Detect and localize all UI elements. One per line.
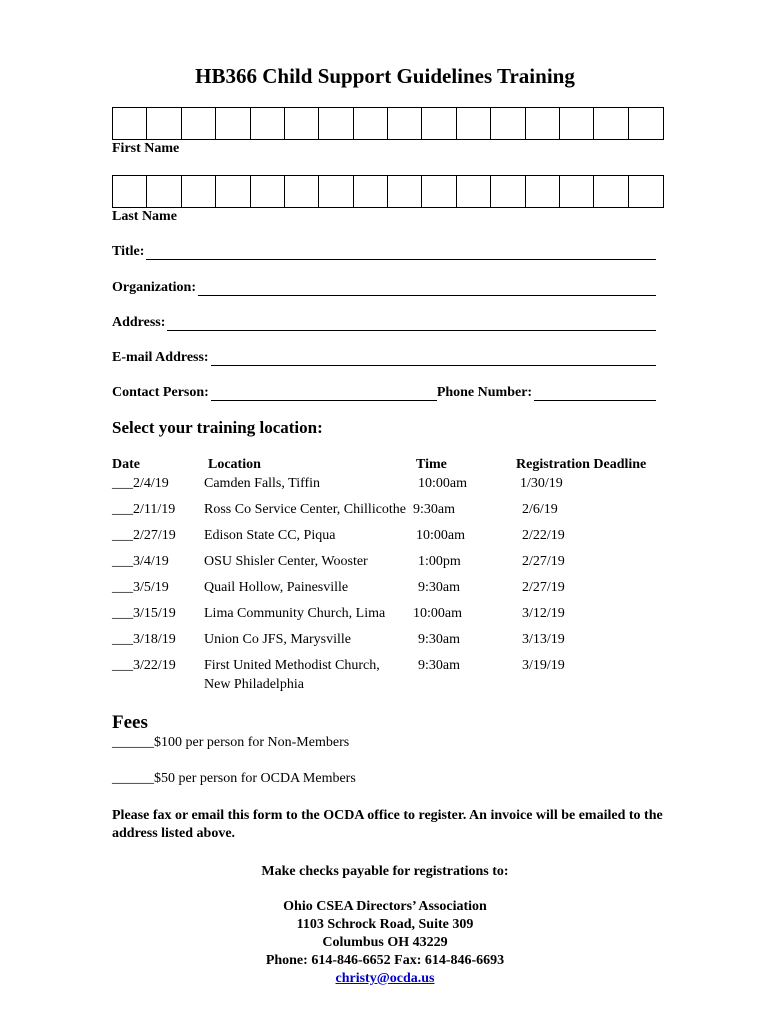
last-name-box[interactable] — [113, 176, 147, 207]
first-name-box[interactable] — [147, 108, 181, 139]
last-name-box[interactable] — [216, 176, 250, 207]
location-name: Camden Falls, Tiffin — [204, 476, 321, 491]
last-name-box[interactable] — [319, 176, 353, 207]
location-date[interactable]: ___3/5/19 — [112, 580, 169, 595]
phone-number-line[interactable] — [534, 386, 656, 401]
last-name-box[interactable] — [526, 176, 560, 207]
first-name-box[interactable] — [491, 108, 525, 139]
org-city: Columbus OH 43229 — [322, 935, 448, 950]
first-name-box[interactable] — [319, 108, 353, 139]
last-name-box[interactable] — [560, 176, 594, 207]
location-row[interactable] — [112, 580, 672, 600]
first-name-box[interactable] — [182, 108, 216, 139]
location-deadline: 2/22/19 — [522, 528, 565, 543]
location-row[interactable] — [112, 606, 672, 626]
address-field-line[interactable] — [167, 316, 656, 331]
location-time: 10:00am — [418, 476, 467, 491]
location-heading: Select your training location: — [112, 418, 323, 437]
last-name-box[interactable] — [629, 176, 663, 207]
first-name-box[interactable] — [216, 108, 250, 139]
email-field-line[interactable] — [211, 351, 656, 366]
first-name-box[interactable] — [594, 108, 628, 139]
last-name-box[interactable] — [594, 176, 628, 207]
contact-person-line[interactable] — [211, 386, 437, 401]
location-deadline: 3/13/19 — [522, 632, 565, 647]
location-row[interactable] — [112, 632, 672, 652]
last-name-box[interactable] — [422, 176, 456, 207]
title-field-line[interactable] — [146, 245, 656, 260]
header-time: Time — [416, 457, 447, 472]
address-field-label: Address: — [112, 315, 166, 330]
location-row[interactable] — [112, 528, 672, 548]
org-name: Ohio CSEA Directors’ Association — [283, 899, 487, 914]
first-name-box[interactable] — [457, 108, 491, 139]
organization-field-line[interactable] — [198, 281, 656, 296]
location-row[interactable] — [112, 554, 672, 574]
location-date[interactable]: ___2/11/19 — [112, 502, 176, 517]
location-deadline: 2/27/19 — [522, 580, 565, 595]
header-location: Location — [208, 457, 261, 472]
org-email-wrap — [0, 970, 770, 988]
location-name: Edison State CC, Piqua — [204, 528, 336, 543]
header-date: Date — [112, 457, 140, 472]
location-row[interactable] — [112, 476, 672, 496]
last-name-box[interactable] — [285, 176, 319, 207]
location-date[interactable]: ___3/18/19 — [112, 632, 176, 647]
location-time: 9:30am — [418, 632, 460, 647]
location-time: 9:30am — [413, 502, 455, 517]
submission-note: Please fax or email this form to the OCDA office to register. An invoice will be emailed to the address listed above. — [112, 808, 663, 841]
last-name-box[interactable] — [457, 176, 491, 207]
email-field-label: E-mail Address: — [112, 350, 209, 365]
first-name-label: First Name — [112, 141, 180, 156]
phone-number-label: Phone Number: — [436, 385, 533, 400]
title-field-label: Title: — [112, 244, 145, 259]
page-title: HB366 Child Support Guidelines Training — [195, 64, 575, 88]
location-name: Quail Hollow, Painesville — [204, 580, 349, 595]
organization-field[interactable] — [112, 276, 656, 296]
last-name-box[interactable] — [251, 176, 285, 207]
location-time: 10:00am — [413, 606, 462, 621]
location-table-header — [112, 457, 672, 477]
first-name-box[interactable] — [560, 108, 594, 139]
location-date[interactable]: ___3/4/19 — [112, 554, 169, 569]
location-name: Lima Community Church, Lima — [204, 606, 386, 621]
location-name: Ross Co Service Center, Chillicothe — [204, 502, 407, 517]
location-row[interactable] — [112, 502, 672, 522]
location-time: 10:00am — [416, 528, 465, 543]
first-name-box[interactable] — [422, 108, 456, 139]
fee-non-members[interactable]: ______$100 per person for Non-Members — [112, 735, 350, 750]
location-date[interactable]: ___3/22/19 — [112, 658, 176, 673]
location-row[interactable] — [112, 658, 672, 698]
first-name-box[interactable] — [629, 108, 663, 139]
location-deadline: 3/19/19 — [522, 658, 565, 673]
contact-person-label: Contact Person: — [112, 385, 209, 400]
first-name-box[interactable] — [113, 108, 147, 139]
org-email-link[interactable]: christy@ocda.us — [335, 971, 435, 986]
location-name: OSU Shisler Center, Wooster — [204, 554, 368, 569]
org-street: 1103 Schrock Road, Suite 309 — [296, 917, 474, 932]
last-name-box[interactable] — [182, 176, 216, 207]
location-date[interactable]: ___2/4/19 — [112, 476, 169, 491]
location-time: 1:00pm — [418, 554, 461, 569]
contact-phone-field[interactable] — [112, 381, 656, 401]
organization-field-label: Organization: — [112, 280, 196, 295]
address-field[interactable] — [112, 311, 656, 331]
location-deadline: 2/27/19 — [522, 554, 565, 569]
location-name: First United Methodist Church, — [204, 658, 380, 673]
email-field[interactable] — [112, 346, 656, 366]
header-deadline: Registration Deadline — [516, 457, 647, 472]
fee-members[interactable]: ______$50 per person for OCDA Members — [112, 771, 356, 786]
title-field[interactable] — [112, 240, 656, 260]
location-date[interactable]: ___2/27/19 — [112, 528, 176, 543]
last-name-box[interactable] — [354, 176, 388, 207]
last-name-box[interactable] — [147, 176, 181, 207]
first-name-box[interactable] — [354, 108, 388, 139]
last-name-boxes[interactable] — [112, 175, 664, 208]
first-name-box[interactable] — [285, 108, 319, 139]
org-phones: Phone: 614-846-6652 Fax: 614-846-6693 — [265, 953, 505, 968]
location-time: 9:30am — [418, 580, 460, 595]
location-deadline: 3/12/19 — [522, 606, 565, 621]
location-name-line2: New Philadelphia — [204, 677, 304, 692]
last-name-box[interactable] — [388, 176, 422, 207]
fees-heading: Fees — [112, 712, 148, 733]
location-time: 9:30am — [418, 658, 460, 673]
first-name-box[interactable] — [388, 108, 422, 139]
location-name: Union Co JFS, Marysville — [204, 632, 352, 647]
first-name-box[interactable] — [251, 108, 285, 139]
first-name-box[interactable] — [526, 108, 560, 139]
last-name-box[interactable] — [491, 176, 525, 207]
location-deadline: 2/6/19 — [522, 502, 558, 517]
location-deadline: 1/30/19 — [520, 476, 563, 491]
first-name-boxes[interactable] — [112, 107, 664, 140]
last-name-label: Last Name — [112, 209, 177, 224]
location-date[interactable]: ___3/15/19 — [112, 606, 176, 621]
checks-heading: Make checks payable for registrations to: — [261, 864, 509, 879]
